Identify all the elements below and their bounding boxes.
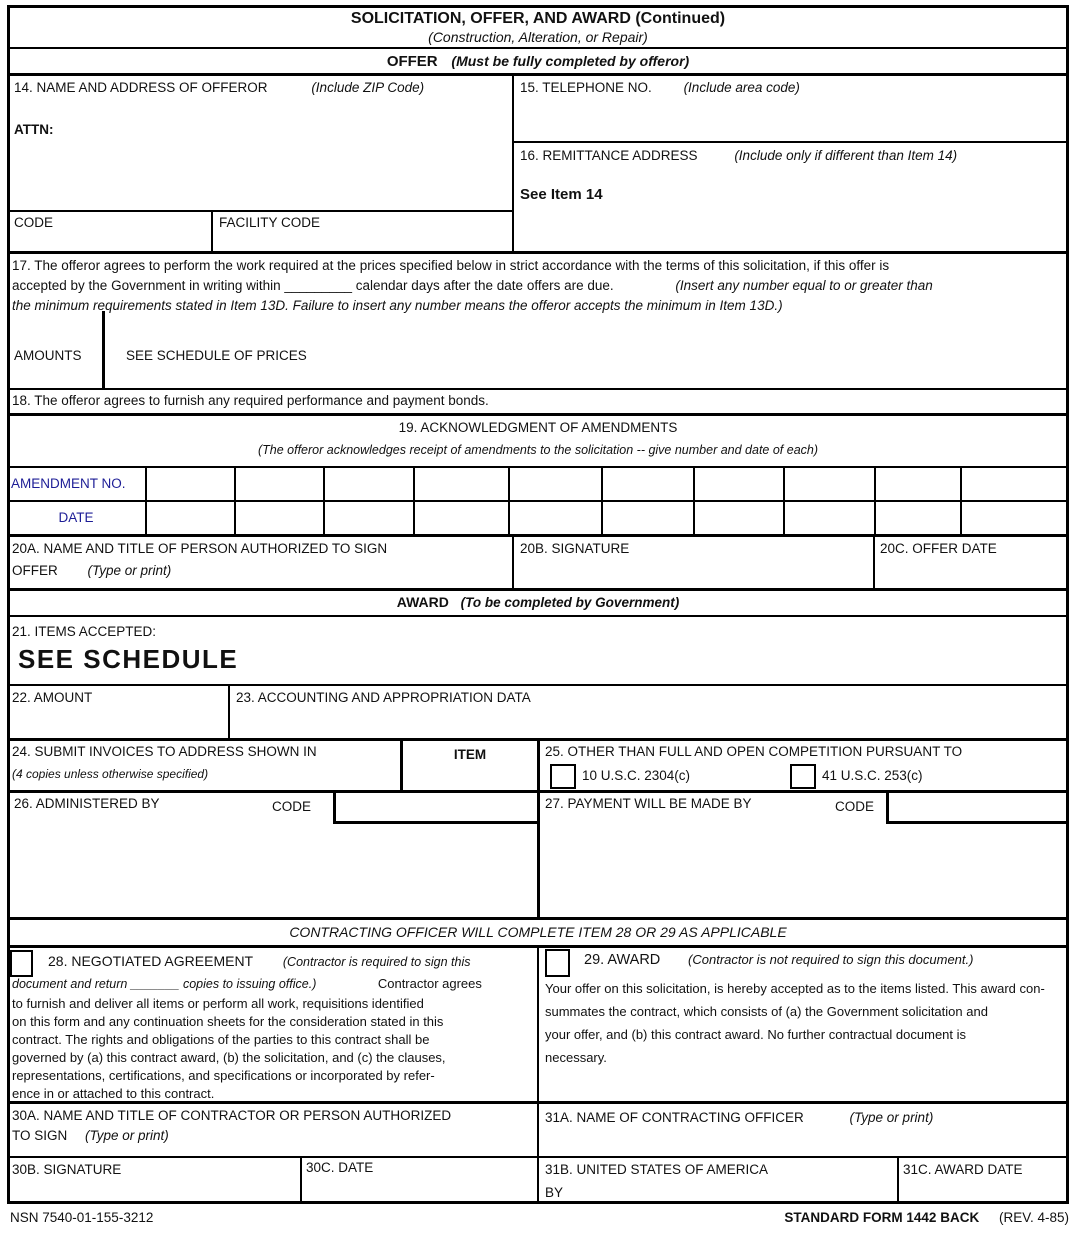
amendment-date-cell-6[interactable] [601,502,695,534]
item-number-field[interactable] [403,765,537,789]
item14-note: (Include ZIP Code) [311,80,425,95]
divider [7,73,1069,76]
amounts-divider [102,311,105,390]
item31a-row [545,1110,933,1126]
option-41usc253c-label: 41 U.S.C. 253(c) [822,768,923,783]
amendment-no-cell-8[interactable] [783,468,876,500]
item28-body-line: contract. The rights and obligations of the parties to this contract shall be [12,1032,430,1047]
item27-code-field[interactable] [891,794,1065,820]
offer-heading-note: (Must be fully completed by offeror) [451,53,690,69]
code-field[interactable] [60,230,205,250]
divider [7,388,1069,390]
divider [537,1156,539,1203]
item29-note: (Contractor is not required to sign this document.) [688,952,974,967]
item24-label: 24. SUBMIT INVOICES TO ADDRESS SHOWN IN [12,744,317,759]
item17-line2-note: (Insert any number equal to or greater than [675,278,933,293]
item23-label: 23. ACCOUNTING AND APPROPRIATION DATA [236,690,531,705]
item29-body-line: necessary. [545,1050,607,1065]
co-instruction: CONTRACTING OFFICER WILL COMPLETE ITEM 28 OR 29 AS APPLICABLE [289,924,787,940]
amounts-label: AMOUNTS [14,348,82,363]
form-title: SOLICITATION, OFFER, AND AWARD (Continued) [350,10,726,27]
item30a-line2 [12,1128,169,1144]
footer-form-id: STANDARD FORM 1442 BACK [784,1210,980,1225]
item29-label: 29. AWARD [584,952,661,968]
item28-note2: document and return _______ copies to issuing office.) [12,977,317,991]
amendment-no-cell-9[interactable] [874,468,962,500]
item17-line2-text: accepted by the Government in writing within _________ calendar days after the date offers are due. [12,278,614,293]
item20a-note: (Type or print) [87,563,172,578]
item22-label: 22. AMOUNT [12,690,93,705]
divider [7,588,1069,591]
amendment-date-label: DATE [58,510,94,525]
contracting-officer-name-field[interactable] [545,1130,1055,1152]
divider [7,534,1069,537]
footer-revision: (REV. 4-85) [998,1210,1069,1225]
item28-body-line: governed by (a) this contract award, (b) the solicitation, and (c) the clauses, [12,1050,446,1065]
divider [7,684,1069,686]
divider [537,1104,539,1158]
amounts-value: SEE SCHEDULE OF PRICES [126,348,307,363]
item29-body-line: Your offer on this solicitation, is hereby accepted as to the items listed. This award con- [545,981,1045,996]
amendment-date-cell-10[interactable] [960,502,1068,534]
item14-label: 14. NAME AND ADDRESS OF OFFEROR [14,80,268,95]
item24-note: (4 copies unless otherwise specified) [12,767,209,781]
item26-code-label: CODE [272,799,312,814]
divider [7,413,1069,416]
remittance-address-value: See Item 14 [520,186,603,203]
amendment-no-cell-4[interactable] [413,468,510,500]
divider [537,945,539,1104]
item26-label: 26. ADMINISTERED BY [14,796,160,811]
award-heading-note: (To be completed by Government) [460,595,680,610]
item20b-label: 20B. SIGNATURE [520,541,630,556]
amendment-date-cell-8[interactable] [783,502,876,534]
footer-right [560,1210,1069,1226]
item29-body-line: summates the contract, which consists of (a) the Government solicitation and [545,1004,988,1019]
code-box-27-left [886,790,889,824]
item20a-line1: 20A. NAME AND TITLE OF PERSON AUTHORIZED TO SIGN [12,541,388,556]
attn-label: ATTN: [14,122,54,137]
item31a-note: (Type or print) [849,1110,934,1125]
amendment-no-cell-6[interactable] [601,468,695,500]
divider [211,210,213,254]
item14-label-row [14,80,424,96]
contractor-name-field[interactable] [260,1128,520,1152]
item28-agrees: Contractor agrees [377,976,482,991]
divider [7,47,1069,49]
item31b-label: 31B. UNITED STATES OF AMERICA [545,1162,769,1177]
facility-code-field[interactable] [330,230,505,250]
item20a-line2-text: OFFER [12,563,58,578]
amendment-date-cell-9[interactable] [874,502,962,534]
item15-label: 15. TELEPHONE NO. [520,80,652,95]
offer-date-field[interactable] [880,560,1065,585]
item16-label: 16. REMITTANCE ADDRESS [520,148,698,163]
item27-label: 27. PAYMENT WILL BE MADE BY [545,796,752,811]
code-box-26-left [333,790,336,824]
amendment-no-cell-3[interactable] [323,468,415,500]
item30b-label: 30B. SIGNATURE [12,1162,122,1177]
item31c-label: 31C. AWARD DATE [903,1162,1023,1177]
payment-by-field[interactable] [545,830,1055,910]
item18-text: 18. The offeror agrees to furnish any required performance and payment bonds. [12,393,489,408]
item31b-by-label: BY [545,1185,564,1200]
administered-by-field[interactable] [14,830,524,910]
item28-note1: (Contractor is required to sign this [282,955,471,969]
divider [7,251,1069,254]
signature-20b-field[interactable] [520,560,870,585]
option-10usc2304c-label: 10 U.S.C. 2304(c) [582,768,691,783]
item21-label: 21. ITEMS ACCEPTED: [12,624,157,639]
item30a-note: (Type or print) [85,1128,169,1143]
amendment-date-cell-3[interactable] [323,502,415,534]
checkbox-award[interactable] [545,949,570,977]
checkbox-41usc253c[interactable] [790,764,816,789]
facility-code-label: FACILITY CODE [219,215,321,230]
item31a-label: 31A. NAME OF CONTRACTING OFFICER [545,1110,804,1125]
amendment-date-cell-5[interactable] [508,502,603,534]
divider [7,210,514,212]
offer-heading-label: OFFER [386,53,438,70]
accounting-data-field[interactable] [236,710,1036,732]
amount-field[interactable] [12,710,212,732]
item28-line2 [12,977,482,992]
award-section-heading [7,594,1069,611]
item24-item-header: ITEM [453,747,487,762]
item19-heading: 19. ACKNOWLEDGMENT OF AMENDMENTS [398,420,678,435]
item28-body-line: to furnish and deliver all items or perform all work, requisitions identified [12,996,424,1011]
amendment-date-cell-1[interactable] [145,502,236,534]
award-date-field[interactable] [903,1180,1063,1200]
checkbox-10usc2304c[interactable] [550,764,576,789]
date-30c-field[interactable] [306,1180,531,1200]
amendment-date-cell-7[interactable] [693,502,785,534]
amendment-no-cell-10[interactable] [960,468,1068,500]
item28-body-line: ence in or attached to this contract. [12,1086,215,1101]
offeror-name-field[interactable] [60,122,500,202]
code-label: CODE [14,215,54,230]
amendment-no-label: AMENDMENT NO. [11,476,126,491]
item28-body-line: on this form and any continuation sheets for the consideration stated in this [12,1014,444,1029]
item29-heading [584,952,973,969]
item20c-label: 20C. OFFER DATE [880,541,997,556]
divider [228,684,230,741]
divider [300,1156,302,1203]
item17-line2 [12,278,933,294]
checkbox-negotiated-agreement[interactable] [10,950,33,977]
item28-body-line: representations, certifications, and specifications or incorporated by refer- [12,1068,435,1083]
signature-30b-field[interactable] [12,1180,292,1200]
item15-label-row [520,80,800,96]
item30a-line2-text: TO SIGN [12,1128,68,1143]
item30c-label: 30C. DATE [306,1160,374,1175]
divider [512,141,1069,143]
item30a-line1: 30A. NAME AND TITLE OF CONTRACTOR OR PERSON AUTHORIZED [12,1108,452,1123]
telephone-field[interactable] [520,100,1060,138]
item27-code-label: CODE [835,799,875,814]
amendment-no-cell-7[interactable] [693,468,785,500]
divider [537,738,540,920]
divider [873,534,875,591]
award-heading-label: AWARD [396,594,449,610]
item29-body-line: your offer, and (b) this contract award. No further contractual document is [545,1027,967,1042]
offer-section-heading [7,53,1069,70]
amendment-date-cell-4[interactable] [413,502,510,534]
item16-note: (Include only if different than Item 14) [734,148,958,163]
item21-value: SEE SCHEDULE [18,644,239,674]
item26-code-field[interactable] [338,794,536,820]
divider [897,1156,899,1203]
item19-subheading: (The offeror acknowledges receipt of amendments to the solicitation -- give number and date of each) [257,443,819,457]
divider [512,73,514,254]
divider [7,615,1069,617]
item28-heading [48,953,470,970]
footer-nsn: NSN 7540-01-155-3212 [10,1210,154,1225]
item17-line3: the minimum requirements stated in Item 13D. Failure to insert any number means the offeror accepts the minimum in Item 13D.) [12,298,783,313]
item25-label: 25. OTHER THAN FULL AND OPEN COMPETITION PURSUANT TO [545,744,963,759]
code-box-26-bottom [333,821,539,824]
divider [512,534,514,591]
amendment-no-cell-2[interactable] [234,468,325,500]
amendment-date-cell-2[interactable] [234,502,325,534]
item20a-line2 [12,563,171,579]
item28-label: 28. NEGOTIATED AGREEMENT [48,953,254,969]
amendment-no-cell-1[interactable] [145,468,236,500]
by-signature-field[interactable] [570,1185,890,1201]
amendment-no-cell-5[interactable] [508,468,603,500]
divider [7,5,1069,8]
item15-note: (Include area code) [683,80,800,95]
item16-label-row [520,148,957,164]
item17-line1: 17. The offeror agrees to perform the work required at the prices specified below in strict accordance with the terms of this solicitation, if this offer is [12,258,890,273]
form-subtitle: (Construction, Alteration, or Repair) [428,29,648,45]
code-box-27-bottom [886,821,1069,824]
